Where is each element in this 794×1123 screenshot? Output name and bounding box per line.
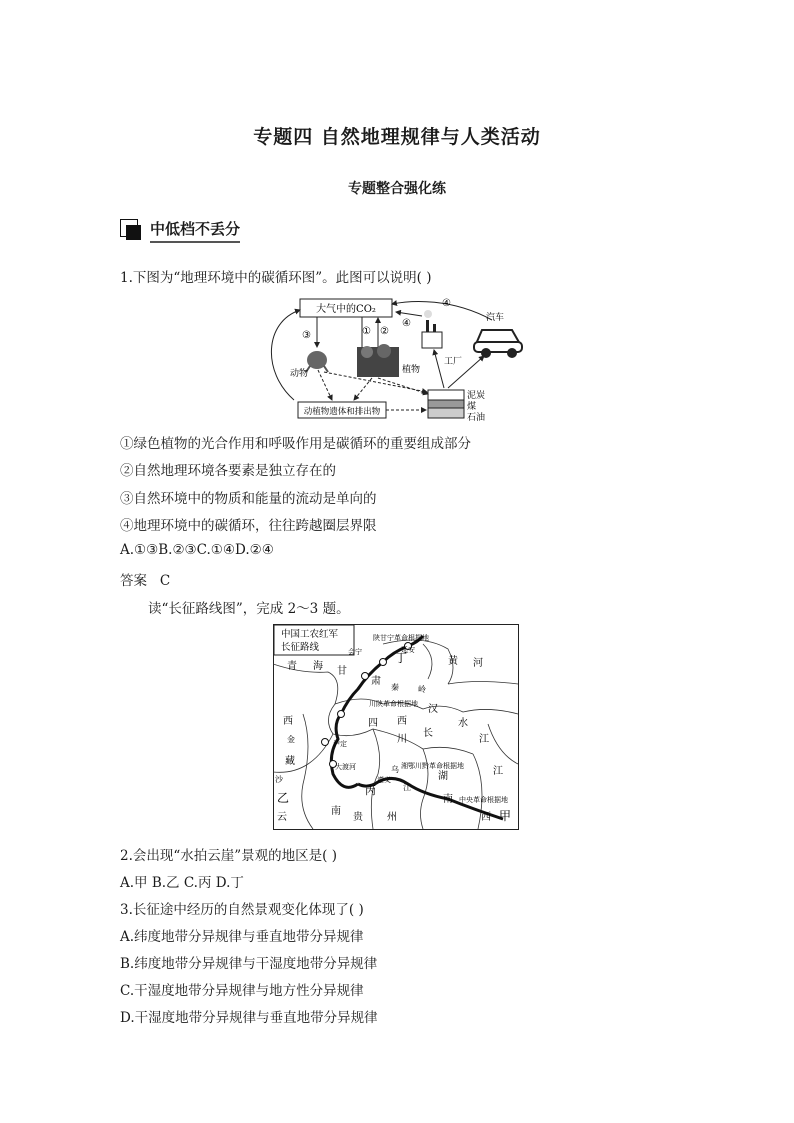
label-huining: 会宁 [348,648,362,656]
fossil-fuel-layers [428,390,464,418]
label-nan-hunan: 南 [443,794,453,805]
carbon-cycle-figure [262,292,534,426]
animal-icon [306,351,328,372]
label-chang: 长 [423,728,433,739]
label-shui: 水 [458,718,468,729]
oil-label: 石油 [467,413,486,423]
arrow-2-label: ② [380,326,389,337]
q3-stem: 3.长征途中经历的自然景观变化体现了( ) [120,902,364,918]
q3-option-b: B.纬度地带分异规律与干湿度地带分异规律 [120,956,378,972]
label-nan-yunnan: 南 [331,806,341,817]
label-bing: 丙 [365,784,376,797]
label-jia: 甲 [499,809,512,823]
answer-value: C [159,573,171,589]
label-chuan: 川 [397,734,407,745]
peat-label: 泥炭 [467,391,486,401]
label-qing: 青 [287,661,297,672]
label-yi: 乙 [277,791,290,805]
label-zunyi: 遵义 [377,776,391,784]
label-xiangexianqian-base: 湘鄂川黔革命根据地 [401,762,464,770]
label-daduhe: 大渡河 [335,763,356,771]
label-jiang-2: 江 [493,766,503,777]
arrow-4a-label: ④ [442,298,451,309]
label-jin: 金 [287,735,295,744]
label-he: 河 [473,658,483,669]
label-gan: 甘 [337,666,347,677]
q1-statement-2: ②自然地理环境各要素是独立存在的 [120,463,336,479]
label-ling: 岭 [418,685,426,694]
label-qin: 秦 [391,683,399,692]
label-han: 汉 [428,704,438,715]
factory-label: 工厂 [444,357,463,367]
page-title: 专题四 自然地理规律与人类活动 [253,126,541,148]
map-intro: 读“长征路线图”，完成 2～3 题。 [148,601,350,617]
q3-option-c: C.干湿度地带分异规律与地方性分异规律 [120,983,364,999]
q1-statement-4: ④地理环境中的碳循环，往往跨越圈层界限 [120,518,377,534]
label-yun: 云 [277,812,287,823]
q3-option-d: D.干湿度地带分异规律与垂直地带分异规律 [120,1010,378,1026]
plant-icon [357,344,399,377]
label-hu: 湖 [438,771,448,782]
animal-label: 动物 [290,369,309,379]
answer-label: 答案 [120,573,147,589]
label-jiang-1: 江 [479,734,489,745]
q1-answer [120,569,170,589]
label-shaanganning-base: 陕甘宁革命根据地 [373,634,429,642]
remains-label: 动植物遗体和排出物 [303,407,381,417]
label-sha: 沙 [275,775,283,784]
label-luding: 泸定 [333,740,347,748]
label-chuanshan-base: 川陕革命根据地 [369,700,418,708]
section-heading [120,218,240,242]
factory-icon [422,310,442,348]
label-huang: 黄 [448,656,458,667]
q1-statement-3: ③自然环境中的物质和能量的流动是单向的 [120,491,377,507]
arrow-3-label: ③ [302,330,311,341]
label-jiang-3: 江 [403,783,411,792]
label-zang: 藏 [285,756,295,767]
label-gui: 贵 [353,812,363,823]
map-legend-line2: 长征路线 [281,642,320,653]
coal-label: 煤 [467,402,477,412]
label-xi-tibet: 西 [283,716,293,727]
q2-options: A.甲 B.乙 C.丙 D.丁 [120,875,244,891]
q1-stem: 1.下图为“地理环境中的碳循环图”。此图可以说明( ) [120,270,432,286]
q1-statement-1: ①绿色植物的光合作用和呼吸作用是碳循环的重要组成部分 [120,436,471,452]
map-legend-line1: 中国工农红军 [281,629,339,640]
label-yanan: 延安 [401,646,415,654]
plant-label: 植物 [402,365,421,375]
label-si: 四 [368,718,378,729]
label-central-base: 中央革命根据地 [459,796,508,804]
car-label: 汽车 [486,313,505,323]
arrow-4b-label: ④ [402,318,411,329]
label-ding: 丁 [395,651,408,665]
label-su: 肃 [371,676,381,687]
q1-options: A.①③B.②③C.①④D.②④ [120,542,274,558]
car-icon [474,330,522,358]
label-xi-sichuan: 西 [397,716,407,727]
label-zhou: 州 [387,812,397,823]
page-subtitle: 专题整合强化练 [348,181,446,197]
co2-label: 大气中的CO₂ [316,304,376,315]
label-wu: 乌 [391,765,399,774]
arrow-1-label: ① [362,326,371,337]
label-xi-jiangxi: 西 [481,812,491,823]
section-square-icon [120,219,142,241]
long-march-map [273,624,519,830]
section-label: 中低档不丢分 [150,218,240,243]
q2-stem: 2.会出现“水拍云崖”景观的地区是( ) [120,848,338,864]
label-hai: 海 [313,661,323,672]
q3-option-a: A.纬度地带分异规律与垂直地带分异规律 [120,929,364,945]
